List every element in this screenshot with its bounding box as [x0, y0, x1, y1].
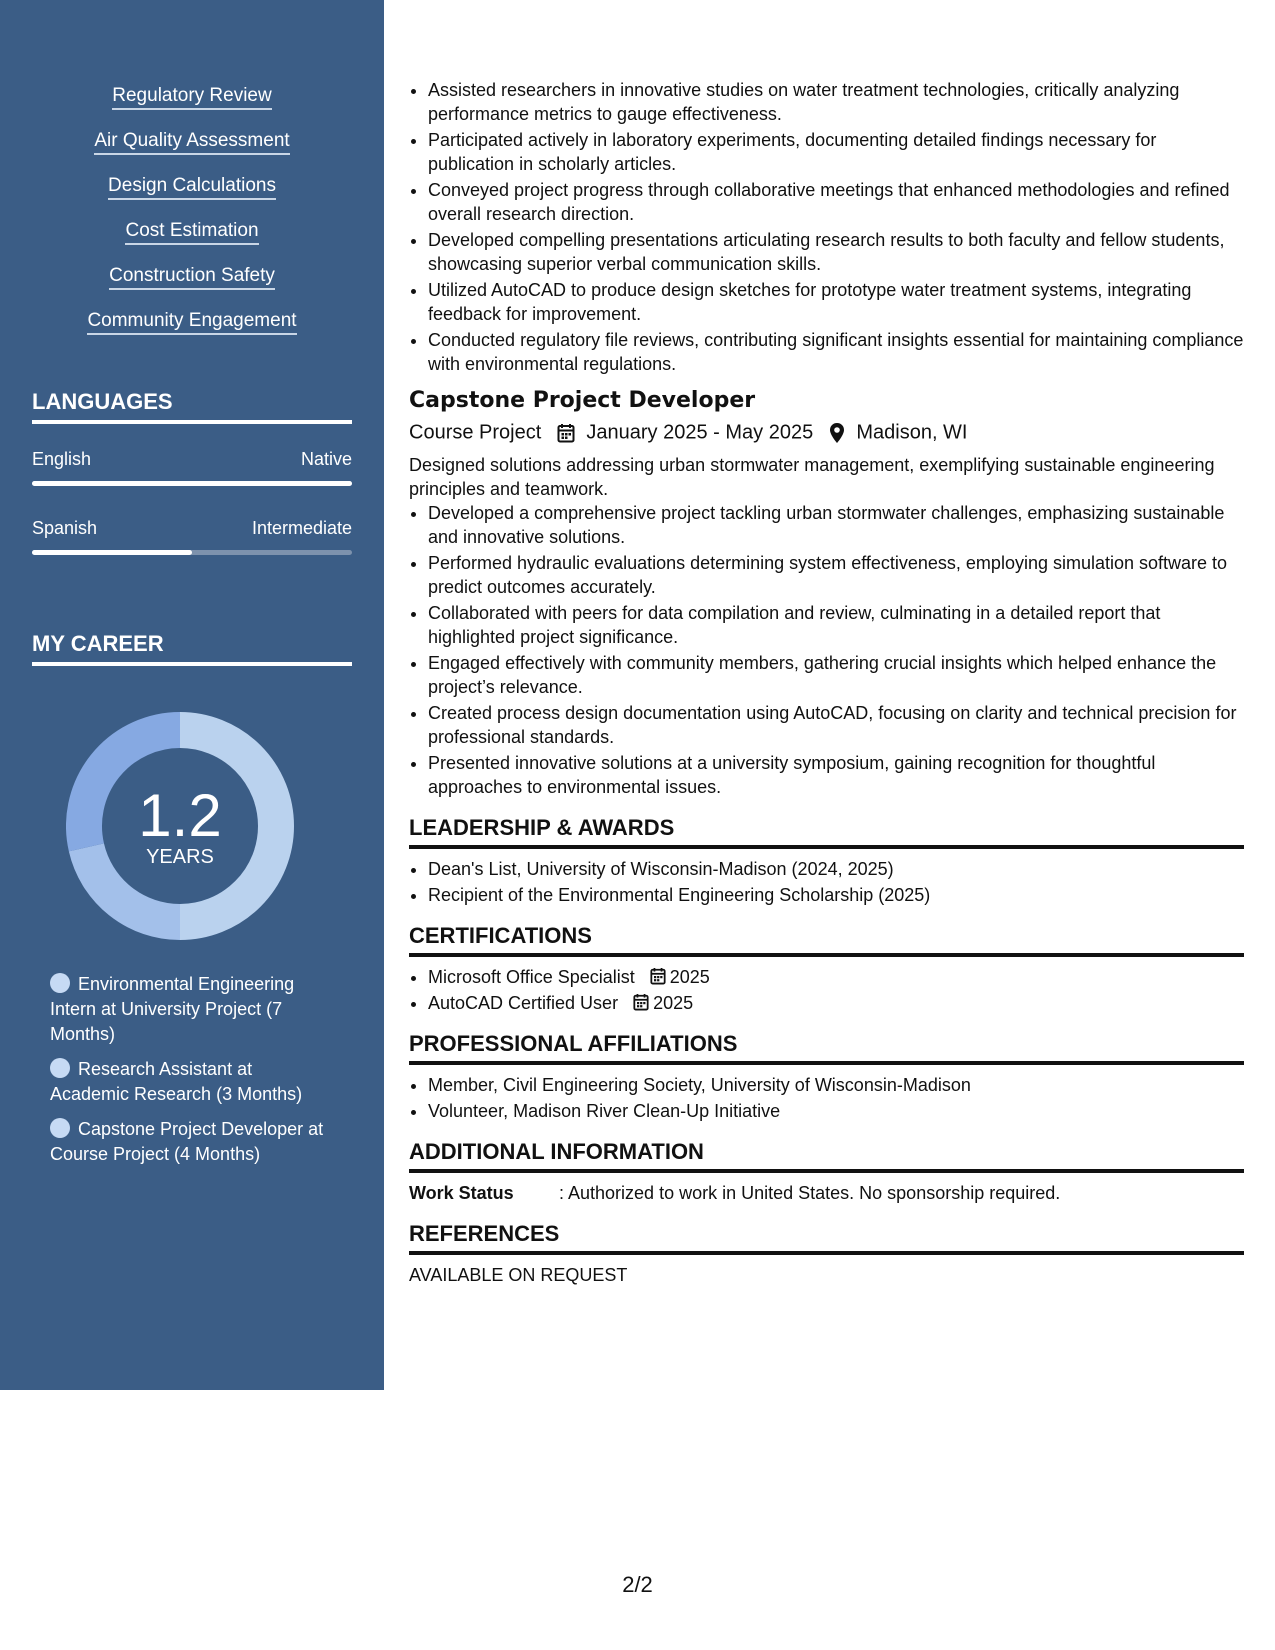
list-item: • Recipient of the Environmental Engineering Scholarship (2025) [428, 883, 1244, 907]
career-donut-chart [66, 712, 294, 940]
languages-heading: LANGUAGES [32, 388, 352, 424]
certifications-heading: CERTIFICATIONS [409, 921, 1244, 957]
skills-list [0, 84, 384, 354]
affiliations-heading: PROFESSIONAL AFFILIATIONS [409, 1029, 1244, 1065]
job-bullets [409, 501, 1244, 799]
job-dates: January 2025 - May 2025 [586, 421, 814, 444]
calendar-icon [557, 423, 575, 443]
job-description: Designed solutions addressing urban stormwater management, exemplifying sustainable engineering principles and teamwork. [409, 454, 1215, 499]
skill-item: Community Engagement [87, 309, 296, 335]
references-text: AVAILABLE ON REQUEST [409, 1264, 628, 1285]
skill-item: Cost Estimation [125, 219, 258, 245]
job-location: Madison, WI [856, 421, 968, 444]
language-level: Native [300, 449, 352, 469]
certification-year: 2025 [653, 992, 694, 1013]
certifications-list [409, 965, 1244, 1015]
sidebar [0, 0, 384, 1390]
leadership-list [409, 857, 1244, 907]
calendar-icon [633, 993, 649, 1011]
calendar-icon [650, 967, 666, 985]
language-name: Spanish [32, 518, 98, 538]
career-item [50, 1117, 330, 1167]
list-item: • Presented innovative solutions at a university symposium, gaining recognition for thoughtful approaches to environmental issues. [428, 751, 1244, 799]
work-status-label: Work Status [409, 1182, 514, 1203]
career-item-text: Research Assistant at Academic Research (3 Months) [50, 1059, 303, 1104]
skill-item: Regulatory Review [112, 84, 271, 110]
language-level: Intermediate [251, 518, 352, 538]
references-heading: REFERENCES [409, 1219, 1244, 1255]
certification-item [428, 991, 1244, 1015]
list-item: • Performed hydraulic evaluations determining system effectiveness, employing simulation software to predict outcomes accurately. [428, 551, 1244, 599]
certification-name: Microsoft Office Specialist [428, 966, 635, 987]
language-proficiency-fill [32, 550, 192, 555]
previous-job-bullets [409, 78, 1244, 376]
main-content [409, 78, 1244, 1287]
work-status-value: : Authorized to work in United States. No sponsorship required. [559, 1182, 1061, 1203]
job-meta [409, 418, 1244, 447]
list-item: • Created process design documentation using AutoCAD, focusing on clarity and technical precision for professional standards. [428, 701, 1244, 749]
certification-name: AutoCAD Certified User [428, 992, 619, 1013]
job-title: Capstone Project Developer [409, 388, 756, 413]
location-pin-icon [829, 422, 845, 444]
certification-item [428, 965, 1244, 989]
career-item-text: Environmental Engineering Intern at University Project (7 Months) [50, 974, 295, 1044]
list-item: • Member, Civil Engineering Society, University of Wisconsin-Madison [428, 1073, 1244, 1097]
leadership-heading: LEADERSHIP & AWARDS [409, 813, 1244, 849]
career-item [50, 972, 330, 1047]
bullet-dot-icon [50, 1058, 70, 1078]
skill-item: Construction Safety [109, 264, 275, 290]
skill-item: Design Calculations [108, 174, 276, 200]
work-status-row [409, 1181, 1244, 1205]
bullet-dot-icon [50, 1118, 70, 1138]
list-item: • Assisted researchers in innovative studies on water treatment technologies, critically analyzing performance metrics to gauge effectiveness. [428, 78, 1244, 126]
career-item-text: Capstone Project Developer at Course Project (4 Months) [50, 1119, 324, 1164]
list-item: • Collaborated with peers for data compilation and review, culminating in a detailed report that highlighted project significance. [428, 601, 1244, 649]
language-proficiency-bar [32, 481, 352, 486]
list-item: • Conveyed project progress through collaborative meetings that enhanced methodologies and refined overall research direction. [428, 178, 1244, 226]
additional-info-heading: ADDITIONAL INFORMATION [409, 1137, 1244, 1173]
language-proficiency-bar [32, 550, 352, 555]
career-years-label: YEARS [146, 846, 214, 868]
list-item: • Utilized AutoCAD to produce design sketches for prototype water treatment systems, integrating feedback for improvement. [428, 278, 1244, 326]
job-organization: Course Project [409, 421, 542, 444]
page-number: 2/2 [622, 1572, 653, 1597]
language-name: English [32, 449, 92, 469]
career-list [50, 972, 330, 1177]
list-item: • Dean's List, University of Wisconsin-Madison (2024, 2025) [428, 857, 1244, 881]
list-item: • Volunteer, Madison River Clean-Up Initiative [428, 1099, 1244, 1123]
language-proficiency-fill [32, 481, 352, 486]
career-item [50, 1057, 330, 1107]
certification-year: 2025 [669, 966, 710, 987]
list-item: • Developed compelling presentations articulating research results to both faculty and fellow students, showcasing superior verbal communication skills. [428, 228, 1244, 276]
list-item: • Engaged effectively with community members, gathering crucial insights which helped enhance the project’s relevance. [428, 651, 1244, 699]
list-item: • Conducted regulatory file reviews, contributing significant insights essential for maintaining compliance with environmental regulations. [428, 328, 1244, 376]
list-item: • Developed a comprehensive project tackling urban stormwater challenges, emphasizing sustainable and innovative solutions. [428, 501, 1244, 549]
career-total-years: 1.2 [138, 782, 222, 849]
career-heading: MY CAREER [32, 630, 352, 666]
list-item: • Participated actively in laboratory experiments, documenting detailed findings necessary for publication in scholarly articles. [428, 128, 1244, 176]
skill-item: Air Quality Assessment [94, 129, 289, 155]
bullet-dot-icon [50, 973, 70, 993]
affiliations-list [409, 1073, 1244, 1123]
